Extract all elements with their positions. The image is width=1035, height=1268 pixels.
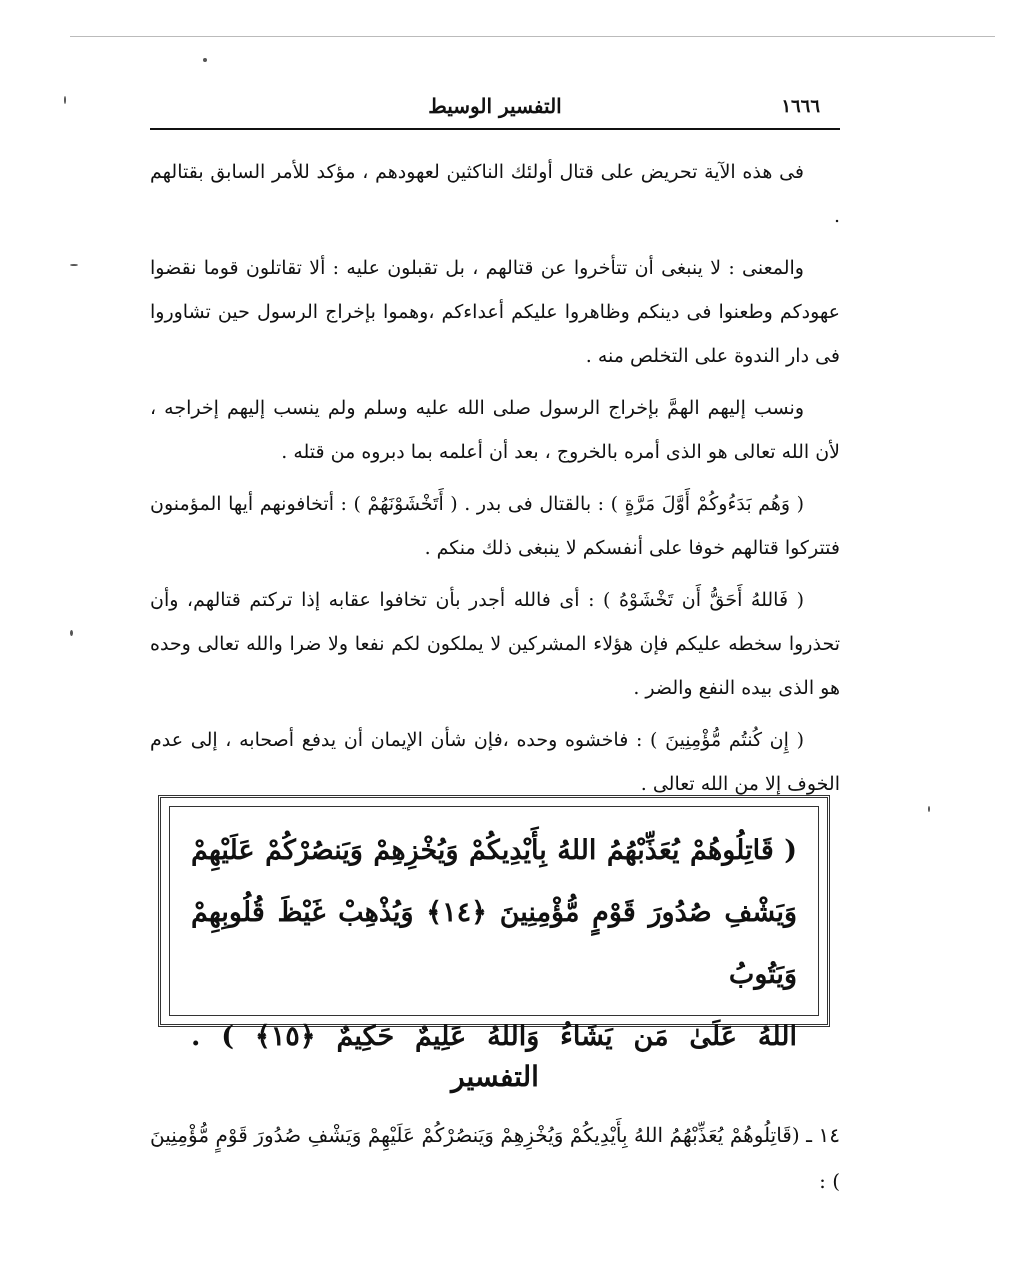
running-title: التفسير الوسيط	[428, 94, 562, 118]
paragraph: ( وَهُم بَدَءُوكُمْ أَوَّلَ مَرَّةٍ ) : بالقتال فى بدر . ( أَتَخْشَوْنَهُمْ ) : أتخافونهم أيها المؤمنون فتتركوا قتالهم خوفا على أنفسكم لا ينبغى ذلك منكم .	[150, 493, 840, 559]
paragraph: فى هذه الآية تحريض على قتال أولئك الناكثين لعهودهم ، مؤكد للأمر السابق بقتالهم .	[150, 161, 840, 227]
verse-line: اللهُ عَلَىٰ مَن يَشَاءُ وَاللهُ عَلِيمٌ حَكِيمٌ ﴿١٥﴾ ) .	[191, 1021, 798, 1052]
paragraph: ( فَاللهُ أَحَقُّ أَن تَخْشَوْهُ ) : أى فالله أجدر بأن تخافوا عقابه إذا تركتم قتالهم، وأن تحذروا سخطه عليكم فإن هؤلاء المشركين لا يملكون لكم نفعا ولا ضرا والله تعالى وحده هو الذى بيده النفع والضر .	[150, 589, 840, 699]
section-title: التفسير	[451, 1060, 539, 1093]
scan-speck	[64, 96, 66, 104]
scan-edge-line	[70, 36, 995, 37]
commentary	[150, 1112, 840, 1204]
scan-speck	[203, 58, 207, 62]
scan-speck	[928, 806, 930, 812]
paragraph: ( إِن كُنتُم مُّؤْمِنِينَ ) : فاخشوه وحده ،فإن شأن الإيمان أن يدفع أصحابه ، إلى عدم الخوف إلا من الله تعالى .	[150, 729, 840, 795]
paragraph: ونسب إليهم الهمَّ بإخراج الرسول صلى الله عليه وسلم ولم ينسب إليهم إخراجه ، لأن الله تعالى هو الذى أمره بالخروج ، بعد أن أعلمه بما دبروه من قتله .	[150, 397, 840, 463]
verse-line: ( قَاتِلُوهُمْ يُعَذِّبْهُمُ اللهُ بِأَيْدِيكُمْ وَيُخْزِهِمْ وَيَنصُرْكُمْ عَلَيْهِمْ	[191, 835, 797, 866]
quran-verse-frame	[158, 795, 830, 1052]
paragraph: والمعنى : لا ينبغى أن تتأخروا عن قتالهم ، بل تقبلون عليه : ألا تقاتلون قوما نقضوا عهودكم وطعنوا فى دينكم وظاهروا عليكم أعداءكم ،وهموا بإخراج الرسول حين تشاوروا فى دار الندوة على التخلص منه .	[150, 257, 840, 367]
verse-line: وَيَشْفِ صُدُورَ قَوْمٍ مُّؤْمِنِينَ ﴿١٤﴾ وَيُذْهِبْ غَيْظَ قُلُوبِهِمْ وَيَتُوبُ	[191, 897, 797, 990]
quran-verse-text	[191, 820, 797, 1068]
page-number: ١٦٦٦	[781, 96, 820, 117]
body-text	[150, 150, 840, 814]
scan-speck	[70, 264, 78, 266]
commentary-paragraph: ١٤ ـ (قَاتِلُوهُمْ يُعَذِّبْهُمُ اللهُ بِأَيْدِيكُمْ وَيُخْزِهِمْ وَيَنصُرْكُمْ عَلَيْهِمْ وَيَشْفِ صُدُورَ قَوْمٍ مُّؤْمِنِينَ ) :	[150, 1123, 840, 1193]
scan-speck	[70, 630, 73, 636]
page-header	[150, 92, 840, 130]
